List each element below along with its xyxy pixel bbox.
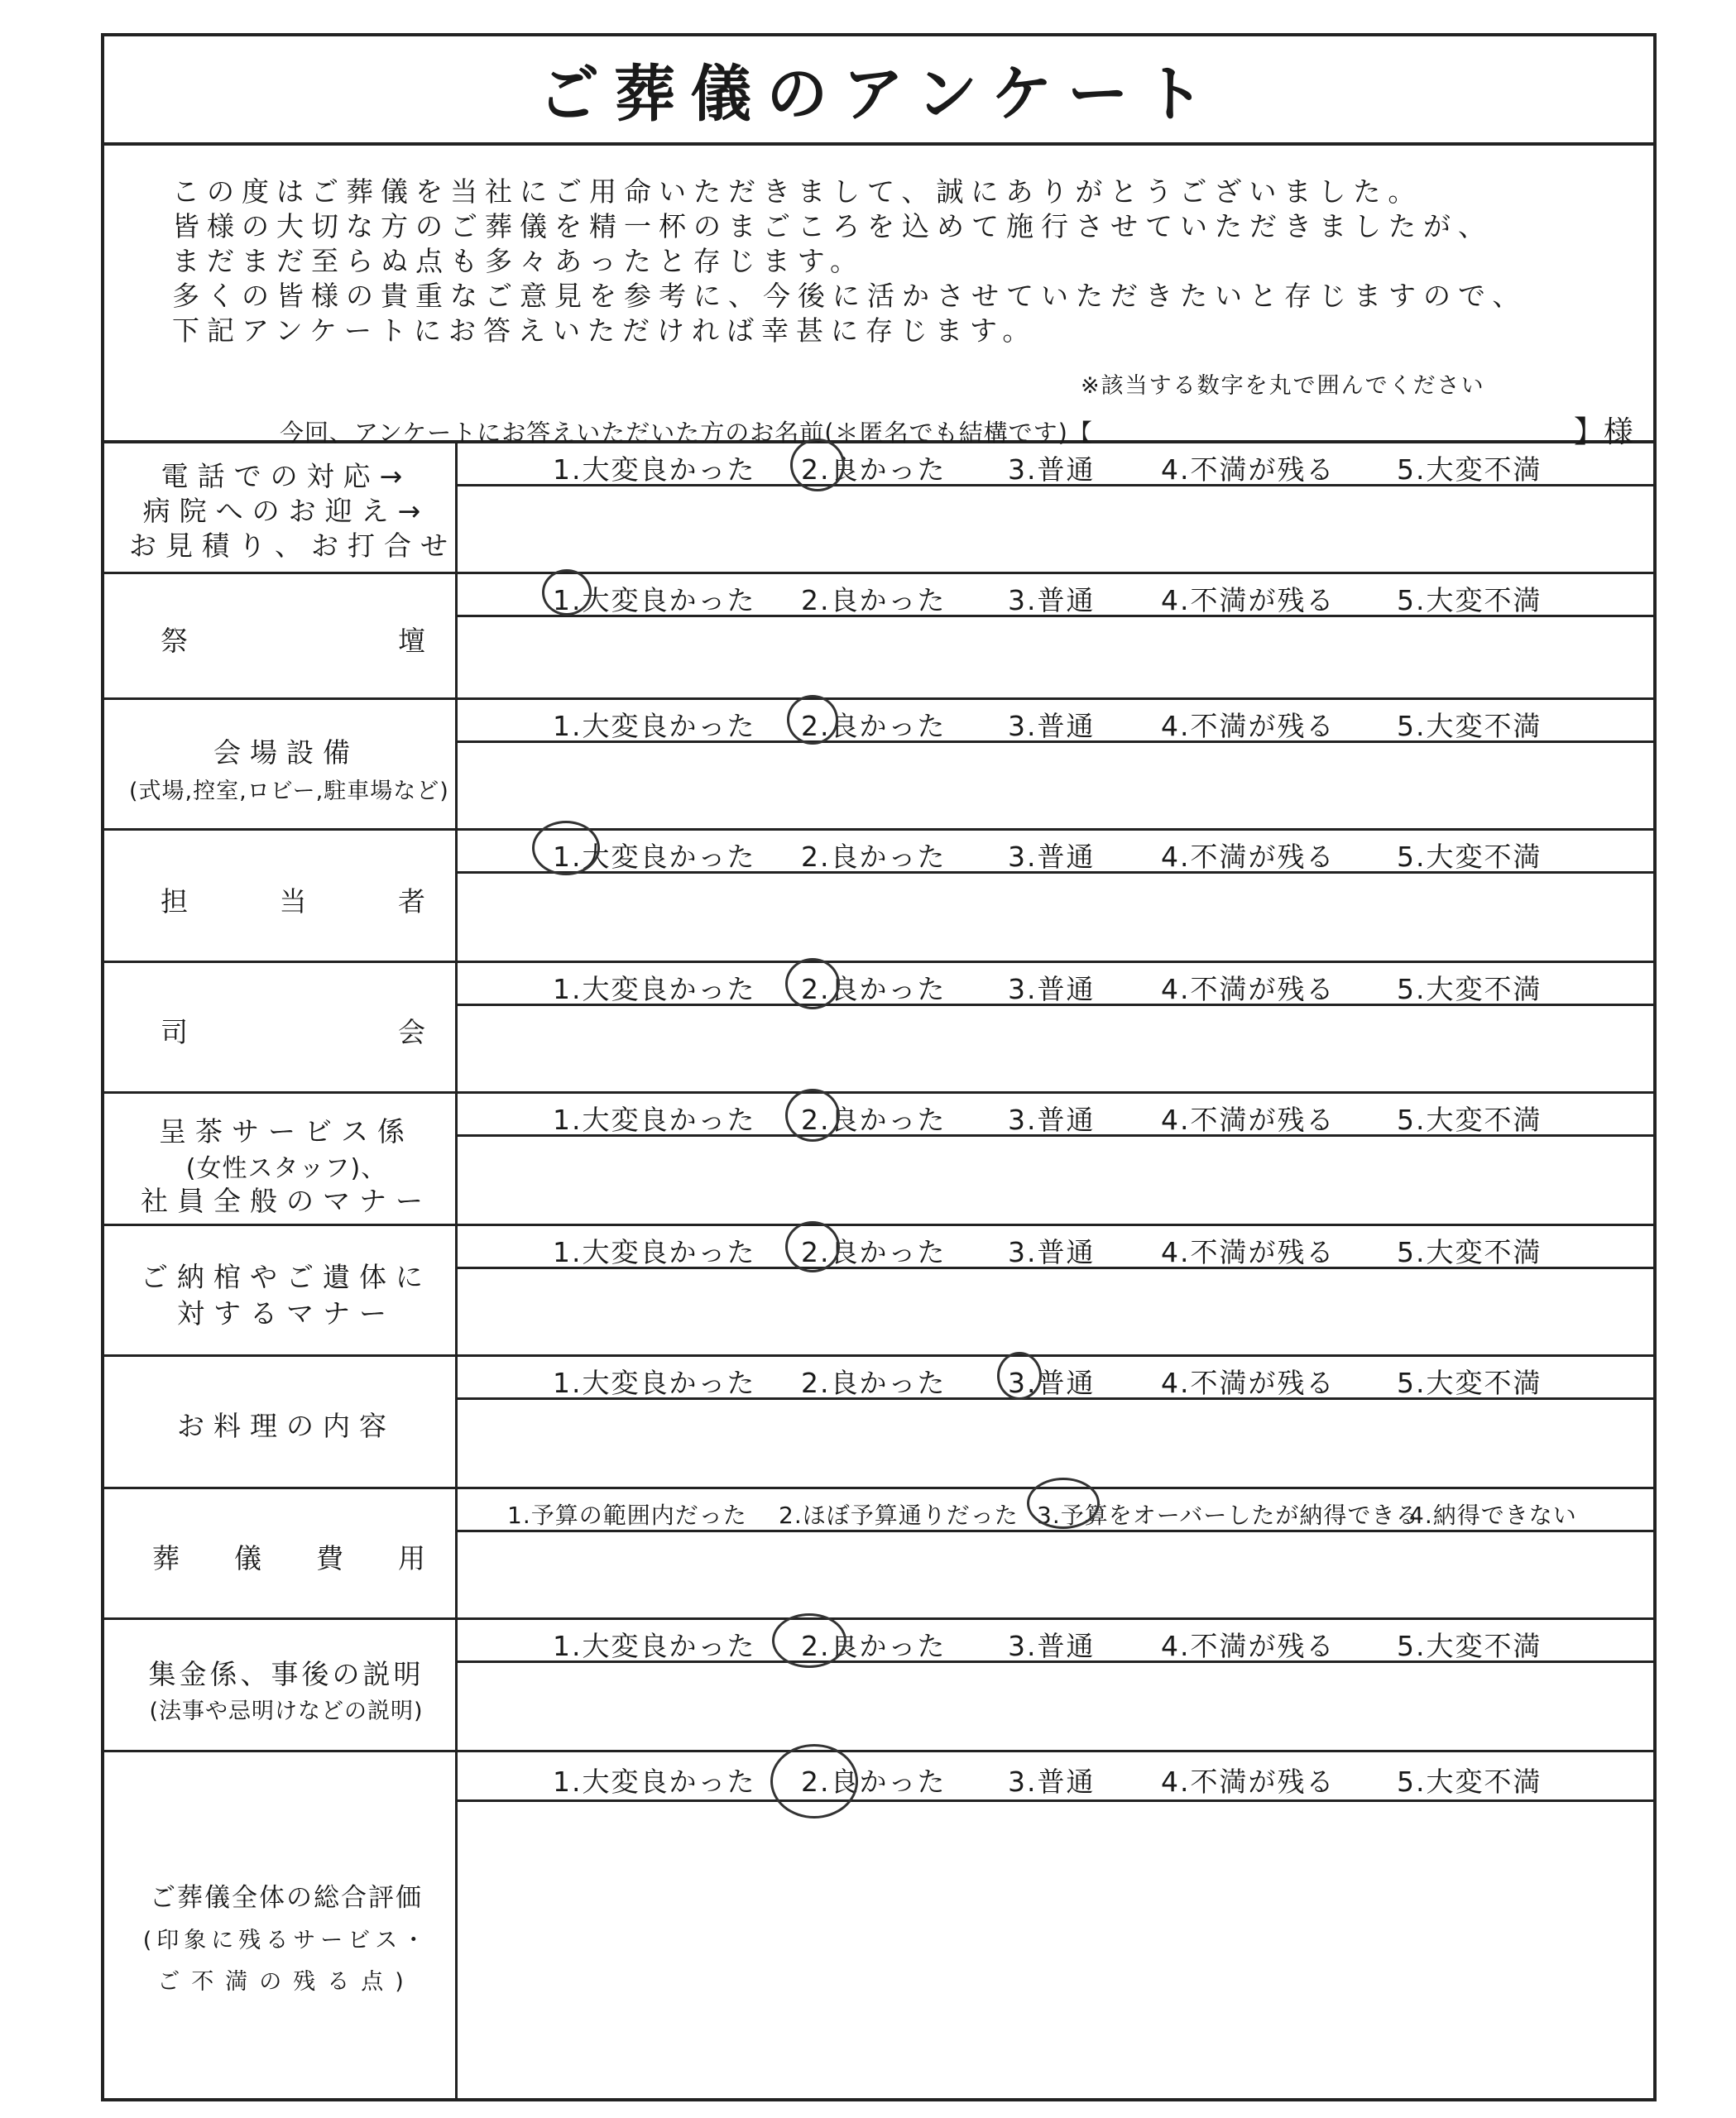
question-label: [104, 963, 458, 1091]
rating-option-5[interactable]: 5.大変不満: [1397, 1367, 1542, 1399]
rating-option-3[interactable]: 3.普通: [1008, 973, 1096, 1005]
rating-options: [458, 1094, 1653, 1137]
rating-option-5[interactable]: 5.大変不満: [1397, 584, 1542, 616]
rating-option-3[interactable]: 3.普通: [1008, 1766, 1096, 1798]
name-field-label: 今回、アンケートにお答えいただいた方のお名前(＊匿名でも結構です)【: [280, 419, 1093, 447]
question-label-line: お見積り、お打合せ: [129, 530, 457, 562]
comment-area[interactable]: [458, 1006, 1653, 1091]
rating-option-2[interactable]: 2.良かった: [801, 841, 947, 873]
label-char: 儀: [234, 1542, 261, 1574]
intro-line: 多くの皆様の貴重なご意見を参考に、今後に活かさせていただきたいと存じますので、: [172, 280, 1527, 312]
question-row: [104, 1357, 1653, 1489]
question-label-line: ご納棺やご遺体に: [141, 1261, 432, 1293]
rating-option-5[interactable]: 5.大変不満: [1397, 1236, 1542, 1268]
question-label-line: 呈茶サービス係: [159, 1115, 414, 1148]
question-label: [104, 1357, 458, 1487]
cost-option-1[interactable]: 1.予算の範囲内だった: [507, 1502, 747, 1529]
rating-option-2[interactable]: 2.良かった: [801, 453, 947, 486]
question-label-line: [161, 880, 425, 919]
question-row: [104, 1752, 1653, 2101]
question-label-line: 電話での対応→: [161, 460, 412, 492]
rating-option-4[interactable]: 4.不満が残る: [1161, 841, 1336, 873]
question-label: [104, 574, 458, 697]
selection-circle: [997, 1352, 1042, 1400]
selection-circle: [1027, 1478, 1100, 1529]
label-char: 費: [316, 1542, 343, 1574]
rating-options: [458, 831, 1653, 874]
rating-option-2[interactable]: 2.良かった: [801, 710, 947, 742]
question-label-line: [152, 1537, 425, 1576]
rating-option-5[interactable]: 5.大変不満: [1397, 841, 1542, 873]
label-char: 司: [161, 1016, 188, 1048]
rating-option-2[interactable]: 2.良かった: [801, 1367, 947, 1399]
comment-area[interactable]: [458, 874, 1653, 961]
name-field-suffix: 】様: [1573, 415, 1633, 449]
comment-area[interactable]: [458, 1400, 1653, 1487]
selection-circle: [772, 1613, 846, 1668]
rating-option-2[interactable]: 2.良かった: [801, 973, 947, 1005]
rating-options: [458, 1226, 1653, 1269]
rating-option-2[interactable]: 2.良かった: [801, 1766, 947, 1798]
comment-area[interactable]: [458, 743, 1653, 828]
question-row: [104, 963, 1653, 1094]
selection-circle: [785, 958, 840, 1009]
rating-option-3[interactable]: 3.普通: [1008, 453, 1096, 486]
label-char: 壇: [398, 625, 425, 657]
question-row: [104, 1094, 1653, 1226]
rating-option-3[interactable]: 3.普通: [1008, 1367, 1096, 1399]
rating-option-4[interactable]: 4.不満が残る: [1161, 710, 1336, 742]
question-table: [104, 443, 1653, 2101]
rating-option-3[interactable]: 3.普通: [1008, 1630, 1096, 1662]
question-label-line: 集金係、事後の説明: [148, 1658, 424, 1690]
cost-option-2[interactable]: 2.ほぼ予算通りだった: [779, 1502, 1019, 1529]
question-label-line: 対するマナー: [177, 1297, 396, 1330]
label-char: 葬: [152, 1542, 180, 1574]
rating-option-2[interactable]: 2.良かった: [801, 1630, 947, 1662]
cost-options: [458, 1489, 1653, 1532]
question-label-subline: (法事や忌明けなどの説明): [149, 1699, 424, 1724]
rating-option-3[interactable]: 3.普通: [1008, 1104, 1096, 1136]
rating-option-5[interactable]: 5.大変不満: [1397, 710, 1542, 742]
question-row: [104, 831, 1653, 963]
question-label-line: お料理の内容: [177, 1410, 396, 1442]
rating-option-3[interactable]: 3.普通: [1008, 584, 1096, 616]
rating-option-5[interactable]: 5.大変不満: [1397, 1766, 1542, 1798]
cost-option-4[interactable]: 4.納得できない: [1409, 1502, 1577, 1529]
question-label-subline: ご不満の残る点): [157, 1969, 415, 1995]
intro-line: まだまだ至らぬ点も多々あったと存じます。: [172, 245, 866, 277]
survey-sheet: [101, 33, 1657, 2101]
rating-option-1[interactable]: 1.大変良かった: [553, 841, 756, 873]
question-row: [104, 1620, 1653, 1752]
question-row: [104, 443, 1653, 574]
title-box: [104, 36, 1653, 146]
label-char: 会: [398, 1016, 425, 1048]
rating-option-4[interactable]: 4.不満が残る: [1161, 453, 1336, 486]
selection-circle: [785, 1089, 840, 1142]
rating-option-1[interactable]: 1.大変良かった: [553, 453, 756, 486]
intro-section: [104, 146, 1653, 449]
rating-option-1[interactable]: 1.大変良かった: [553, 1104, 756, 1136]
rating-option-4[interactable]: 4.不満が残る: [1161, 973, 1336, 1005]
page-title: ご葬儀のアンケート: [538, 59, 1220, 130]
question-label: [104, 1752, 458, 2101]
selection-circle: [532, 821, 600, 875]
rating-option-2[interactable]: 2.良かった: [801, 584, 947, 616]
comment-area[interactable]: [458, 617, 1653, 697]
rating-options: [458, 1752, 1653, 1802]
rating-option-3[interactable]: 3.普通: [1008, 710, 1096, 742]
rating-option-1[interactable]: 1.大変良かった: [553, 1236, 756, 1268]
rating-option-1[interactable]: 1.大変良かった: [553, 1367, 756, 1399]
rating-option-2[interactable]: 2.良かった: [801, 1104, 947, 1136]
rating-options: [458, 443, 1653, 486]
comment-area[interactable]: [458, 1269, 1653, 1354]
rating-option-1[interactable]: 1.大変良かった: [553, 584, 756, 616]
rating-option-5[interactable]: 5.大変不満: [1397, 1630, 1542, 1662]
rating-option-5[interactable]: 5.大変不満: [1397, 453, 1542, 486]
selection-circle: [790, 438, 845, 491]
question-label: [104, 1094, 458, 1224]
question-row: [104, 1489, 1653, 1620]
question-row: [104, 700, 1653, 831]
rating-option-2[interactable]: 2.良かった: [801, 1236, 947, 1268]
question-label: [104, 1620, 458, 1750]
question-label-line: ご葬儀全体の総合評価: [150, 1883, 423, 1913]
rating-option-1[interactable]: 1.大変良かった: [553, 973, 756, 1005]
instruction-note: ※該当する数字を丸で囲んでください: [1081, 373, 1485, 399]
question-label-line: (女性スタッフ)、: [185, 1154, 387, 1183]
intro-line: 下記アンケートにお答えいただければ幸甚に存じます。: [172, 314, 1038, 347]
comment-area[interactable]: [458, 1663, 1653, 1750]
question-row: [104, 1226, 1653, 1357]
question-label: [104, 700, 458, 828]
rating-option-4[interactable]: 4.不満が残る: [1161, 1236, 1336, 1268]
intro-line: 皆様の大切な方のご葬儀を精一杯のまごころを込めて施行させていただきましたが、: [172, 210, 1493, 242]
intro-line: この度はご葬儀を当社にご用命いただきまして、誠にありがとうございました。: [172, 175, 1423, 208]
question-label-subline: (印象に残るサービス・: [142, 1928, 430, 1953]
question-label-line: [161, 1011, 425, 1050]
rating-option-3[interactable]: 3.普通: [1008, 841, 1096, 873]
question-label: [104, 1226, 458, 1354]
comment-area[interactable]: [458, 1137, 1653, 1224]
rating-option-5[interactable]: 5.大変不満: [1397, 1104, 1542, 1136]
rating-option-1[interactable]: 1.大変良かった: [553, 710, 756, 742]
question-label: [104, 1489, 458, 1617]
cost-option-3[interactable]: 3.予算をオーバーしたが納得できる: [1037, 1502, 1420, 1529]
selection-circle: [787, 695, 838, 745]
comment-area[interactable]: [458, 486, 1653, 572]
rating-option-1[interactable]: 1.大変良かった: [553, 1766, 756, 1798]
selection-circle: [785, 1221, 840, 1272]
rating-options: [458, 1620, 1653, 1663]
rating-option-4[interactable]: 4.不満が残る: [1161, 1367, 1336, 1399]
rating-option-3[interactable]: 3.普通: [1008, 1236, 1096, 1268]
label-char: 者: [398, 885, 425, 918]
label-char: 用: [398, 1542, 425, 1574]
rating-option-4[interactable]: 4.不満が残る: [1161, 584, 1336, 616]
rating-option-4[interactable]: 4.不満が残る: [1161, 1630, 1336, 1662]
rating-options: [458, 963, 1653, 1006]
rating-options: [458, 1357, 1653, 1400]
question-row: [104, 574, 1653, 700]
selection-circle: [542, 569, 592, 616]
label-char: 当: [279, 885, 307, 918]
question-label-line: 会場設備: [213, 736, 359, 769]
question-label: [104, 831, 458, 961]
question-label-subline: (式場,控室,ロビー,駐車場など): [129, 779, 449, 804]
rating-option-1[interactable]: 1.大変良かった: [553, 1630, 756, 1662]
question-label-line: [161, 620, 425, 659]
question-label-line: 病院へのお迎え→: [142, 495, 430, 527]
label-char: 担: [161, 885, 188, 918]
rating-options: [458, 700, 1653, 743]
rating-option-4[interactable]: 4.不満が残る: [1161, 1766, 1336, 1798]
rating-options: [458, 574, 1653, 617]
rating-option-5[interactable]: 5.大変不満: [1397, 973, 1542, 1005]
comment-area[interactable]: [458, 1532, 1653, 1617]
question-label: [104, 443, 458, 572]
comment-area[interactable]: [458, 1802, 1653, 2101]
question-label-line: 社員全般のマナー: [141, 1185, 432, 1217]
label-char: 祭: [161, 625, 188, 657]
rating-option-4[interactable]: 4.不満が残る: [1161, 1104, 1336, 1136]
